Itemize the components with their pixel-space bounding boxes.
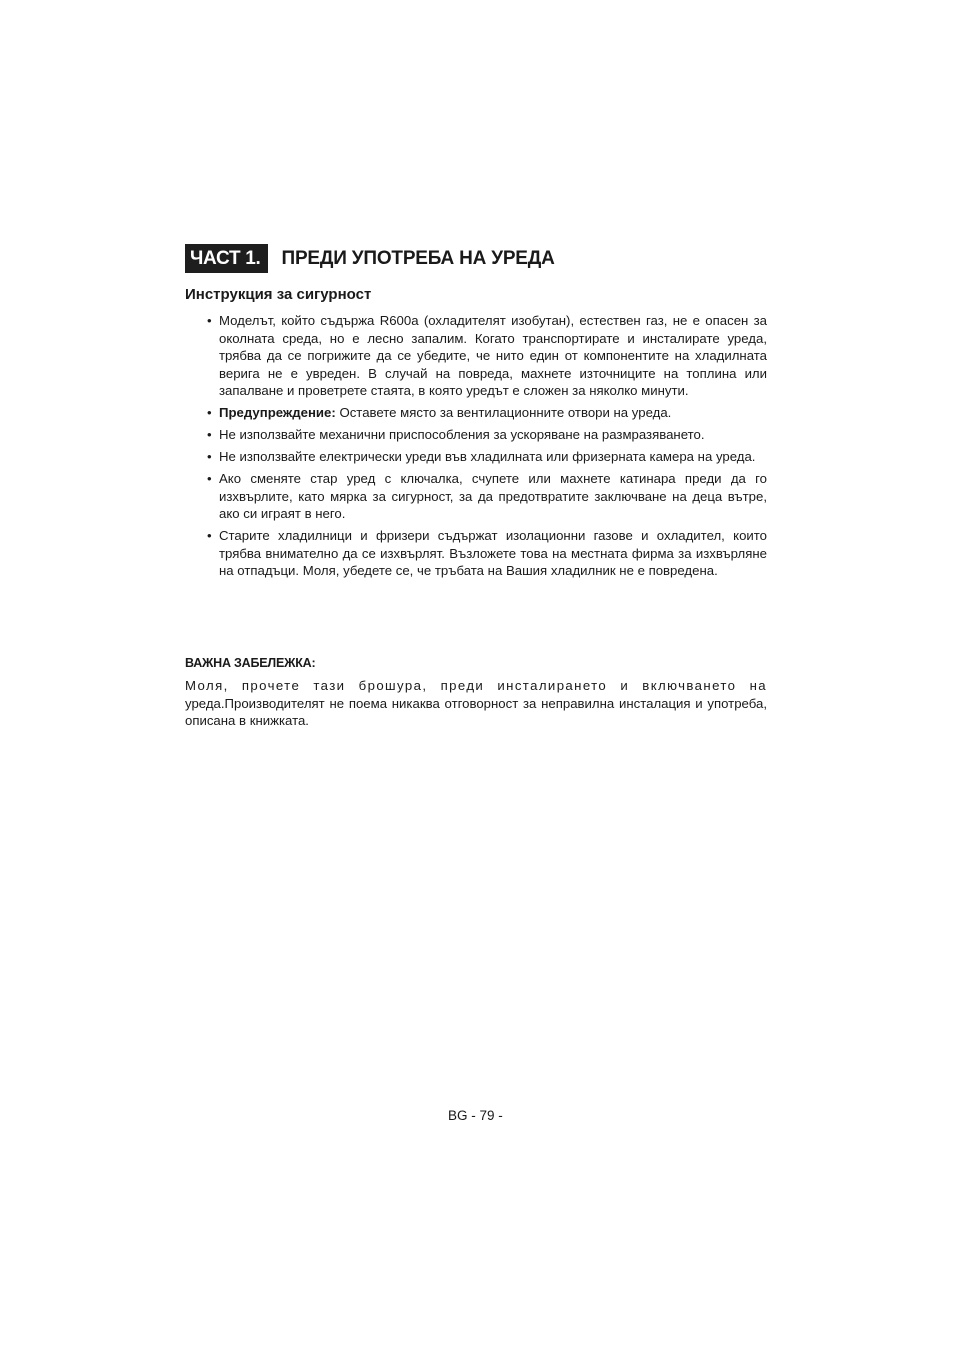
note-title: ВАЖНА ЗАБЕЛЕЖКА: bbox=[185, 656, 316, 670]
bullet-icon: • bbox=[207, 471, 212, 486]
bullet-icon: • bbox=[207, 528, 212, 543]
section-title: Инструкция за сигурност bbox=[185, 286, 372, 303]
chapter-title: ПРЕДИ УПОТРЕБА НА УРЕДА bbox=[281, 247, 555, 269]
bullet-icon: • bbox=[207, 427, 212, 442]
chapter-heading bbox=[185, 244, 555, 273]
list-item: • Ако сменяте стар уред с ключалка, счупете или махнете катинара преди да го изхвърлите, като мярка за сигурност, за да предотвратите заключване на деца вътре, ако си играят в него. bbox=[207, 471, 767, 521]
safety-list bbox=[206, 312, 767, 584]
list-item: • Не използвайте механични приспособления за ускоряване на размразяването. bbox=[207, 427, 705, 442]
list-item: • Не използвайте електрически уреди във хладилната или фризерната камера на уреда. bbox=[207, 449, 756, 464]
bullet-icon: • bbox=[207, 449, 212, 464]
list-item: • Старите хладилници и фризери съдържат изолационни газове и охладител, които трябва внимателно да се изхвърлят. Възложете това на местната фирма за изхвърляне на отпадъци. Моля, убедете се, че тръбата на Вашия хладилник не е повредена. bbox=[207, 528, 767, 578]
page-number: BG - 79 - bbox=[448, 1108, 503, 1123]
note-text: Моля, прочете тази брошура, преди инсталирането и включването на уреда.Производителят не поема никаква отговорност за неправилна инсталация и употреба, описана в книжката. bbox=[185, 678, 767, 728]
bullet-icon: • bbox=[207, 405, 212, 420]
list-item: • Моделът, който съдържа R600a (охладителят изобутан), естествен газ, не е опасен за околната среда, но е лесно запалим. Когато транспортирате и инсталирате уреда, трябва да се погрижите да се убедите, че нито един от компонентите на хладилната верига не е увреден. В случай на повреда, махнете източниците на топлина или запалване и проветрете стаята, в която уредът е сложен за няколко минути. bbox=[207, 313, 767, 398]
warning-label: Предупреждение: bbox=[219, 405, 336, 420]
bullet-icon: • bbox=[207, 313, 212, 328]
list-item: • Предупреждение: Оставете място за вентилационните отвори на уреда. bbox=[207, 405, 672, 420]
chapter-badge: ЧАСТ 1. bbox=[185, 244, 268, 273]
